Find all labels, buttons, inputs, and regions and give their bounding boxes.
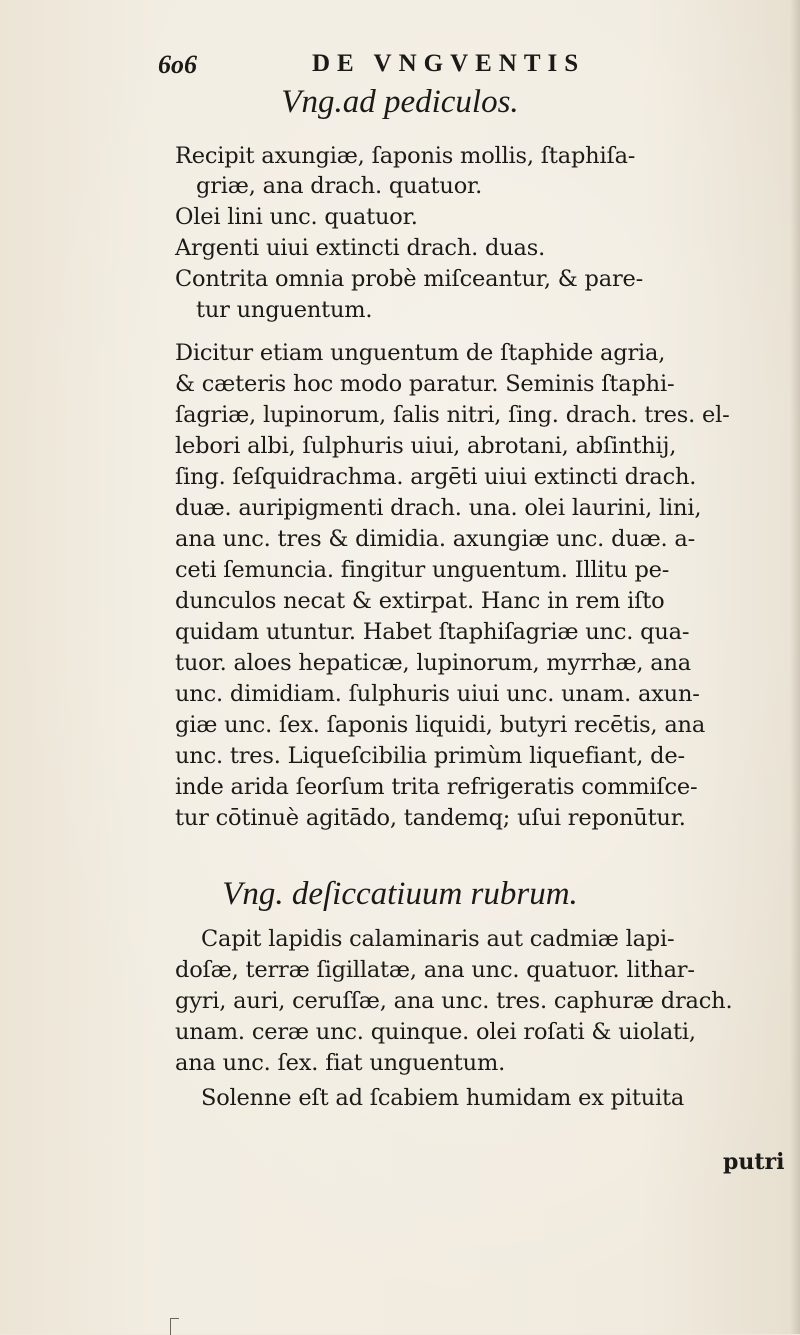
text-line: Olei lini unc. quatuor. bbox=[175, 204, 418, 230]
text-line: & cæteris hoc modo paratur. Seminis ſtaphi- bbox=[175, 371, 675, 397]
text-line: dunculos necat & extirpat. Hanc in rem iſto bbox=[175, 588, 665, 614]
section-heading-desiccatiuum: Vng. deſiccatiuum rubrum. bbox=[222, 876, 578, 912]
text-line: Capit lapidis calaminaris aut cadmiæ lapi- bbox=[201, 926, 675, 952]
text-line: griæ, ana drach. quatuor. bbox=[196, 173, 483, 199]
text-line: unam. ceræ unc. quinque. olei roſati & uiolati, bbox=[175, 1019, 696, 1045]
text-line: tuor. aloes hepaticæ, lupinorum, myrrhæ, ana bbox=[175, 650, 691, 676]
text-line: ana unc. ſex. fiat unguentum. bbox=[175, 1050, 506, 1076]
text-line: ana unc. tres & dimidia. axungiæ unc. duæ. a- bbox=[175, 526, 696, 552]
section-heading-pediculos: Vng.ad pediculos. bbox=[281, 84, 519, 120]
text-line: giæ unc. ſex. ſaponis liquidi, butyri recētis, ana bbox=[175, 712, 706, 738]
text-line: inde arida ſeorſum trita refrigeratis commiſce- bbox=[175, 774, 698, 800]
text-line: Solenne eſt ad ſcabiem humidam ex pituita bbox=[201, 1085, 685, 1111]
text-line: lebori albi, ſulphuris uiui, abrotani, abſinthij, bbox=[175, 433, 677, 459]
running-title: DE VNGVENTIS bbox=[312, 50, 586, 77]
text-line: tur cōtinuè agitādo, tandemq; uſui reponūtur. bbox=[175, 805, 686, 831]
ink-mark bbox=[170, 1318, 179, 1335]
text-line: Contrita omnia probè miſceantur, & pare- bbox=[175, 266, 644, 292]
text-line: Dicitur etiam unguentum de ſtaphide agria, bbox=[175, 340, 666, 366]
text-line: gyri, auri, ceruſſæ, ana unc. tres. caphuræ drach. bbox=[175, 988, 733, 1014]
text-line: duæ. auripigmenti drach. una. olei laurini, lini, bbox=[175, 495, 702, 521]
text-line: quidam utuntur. Habet ſtaphiſagriæ unc. qua- bbox=[175, 619, 690, 645]
text-line: ſagriæ, lupinorum, ſalis nitri, ſing. drach. tres. el- bbox=[175, 402, 730, 428]
page-edge-shadow bbox=[790, 0, 800, 1334]
text-line: Recipit axungiæ, ſaponis mollis, ſtaphiſa- bbox=[175, 143, 636, 169]
catchword: putri bbox=[723, 1149, 785, 1175]
text-line: ceti ſemuncia. fingitur unguentum. Illitu pe- bbox=[175, 557, 670, 583]
text-line: tur unguentum. bbox=[196, 297, 373, 323]
text-line: ſing. ſeſquidrachma. argēti uiui extincti drach. bbox=[175, 464, 697, 490]
text-line: Argenti uiui extincti drach. duas. bbox=[175, 235, 546, 261]
text-line: unc. dimidiam. ſulphuris uiui unc. unam. axun- bbox=[175, 681, 700, 707]
page-number: 6o6 bbox=[158, 50, 197, 79]
text-line: doſæ, terræ ſigillatæ, ana unc. quatuor. lithar- bbox=[175, 957, 695, 983]
text-line: unc. tres. Liqueſcibilia primùm liquefiant, de- bbox=[175, 743, 685, 769]
